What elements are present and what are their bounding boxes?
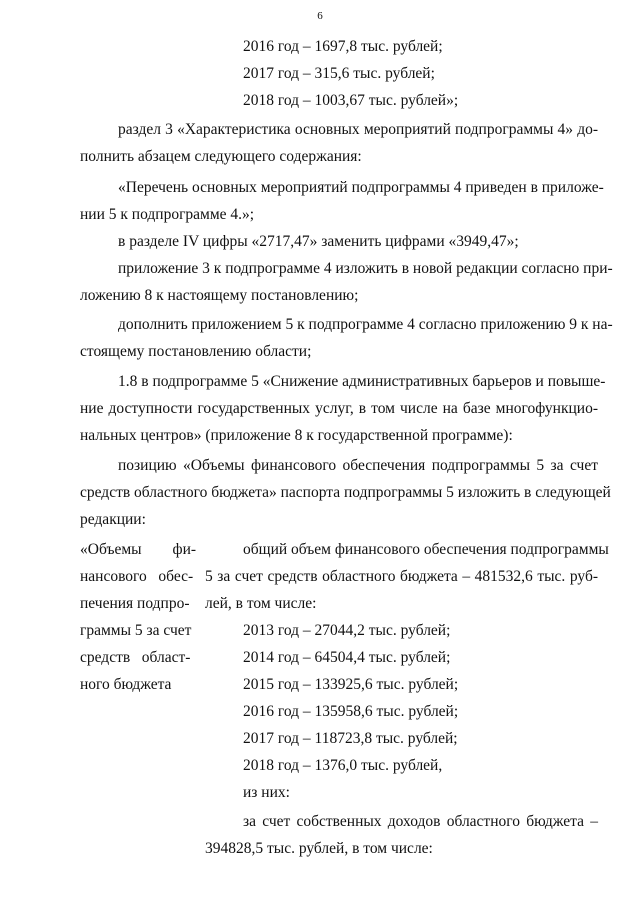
- paragraph-line: ложению 8 к настоящему постановлению;: [80, 287, 359, 304]
- table-right-cell-line: 5 за счет средств областного бюджета – 481532,6 тыс. руб-: [205, 568, 598, 585]
- text-line-2018: 2018 год – 1003,67 тыс. рублей»;: [243, 92, 459, 109]
- table-right-cell-line: общий объем финансового обеспечения подпрограммы: [243, 541, 609, 558]
- table-left-cell-line: нансового обес-: [80, 568, 194, 585]
- paragraph-line: стоящему постановлению области;: [80, 343, 312, 360]
- page-number: 6: [317, 10, 323, 22]
- text-line-2017: 2017 год – 315,6 тыс. рублей;: [243, 65, 435, 82]
- paragraph-line: полнить абзацем следующего содержания:: [80, 148, 362, 165]
- table-right-cell-line: 394828,5 тыс. рублей, в том числе:: [205, 840, 433, 857]
- table-right-cell-line: 2013 год – 27044,2 тыс. рублей;: [243, 622, 451, 639]
- table-left-cell-line: «Объемы фи-: [80, 541, 197, 558]
- paragraph-line: позицию «Объемы финансового обеспечения подпрограммы 5 за счет: [118, 457, 598, 474]
- paragraph-line: в разделе IV цифры «2717,47» заменить цифрами «3949,47»;: [118, 233, 519, 250]
- table-right-cell-line: 2017 год – 118723,8 тыс. рублей;: [243, 730, 458, 747]
- paragraph-line: дополнить приложением 5 к подпрограмме 4 согласно приложению 9 к на-: [118, 316, 613, 333]
- paragraph-line: средств областного бюджета» паспорта подпрограммы 5 изложить в следующей: [80, 484, 611, 501]
- table-right-cell-line: из них:: [243, 784, 290, 801]
- table-left-cell-line: средств област-: [80, 649, 191, 666]
- paragraph-line: «Перечень основных мероприятий подпрограммы 4 приведен в приложе-: [118, 179, 604, 196]
- table-right-cell-line: 2018 год – 1376,0 тыс. рублей,: [243, 757, 443, 774]
- paragraph-line: приложение 3 к подпрограмме 4 изложить в новой редакции согласно при-: [118, 260, 613, 277]
- table-right-cell-line: 2014 год – 64504,4 тыс. рублей;: [243, 649, 451, 666]
- text-line-2016: 2016 год – 1697,8 тыс. рублей;: [243, 38, 443, 55]
- paragraph-line: 1.8 в подпрограмме 5 «Снижение административных барьеров и повыше-: [118, 373, 606, 390]
- table-right-cell-line: 2016 год – 135958,6 тыс. рублей;: [243, 703, 459, 720]
- paragraph-line: ние доступности государственных услуг, в том числе на базе многофункцио-: [80, 400, 598, 417]
- table-right-cell-line: лей, в том числе:: [205, 595, 317, 612]
- table-left-cell-line: граммы 5 за счет: [80, 622, 192, 639]
- paragraph-line: раздел 3 «Характеристика основных мероприятий подпрограммы 4» до-: [118, 121, 598, 138]
- paragraph-line: нии 5 к подпрограмме 4.»;: [80, 206, 255, 223]
- table-left-cell-line: печения подпро-: [80, 595, 190, 612]
- table-left-cell-line: ного бюджета: [80, 676, 172, 693]
- paragraph-line: нальных центров» (приложение 8 к государственной программе):: [80, 427, 513, 444]
- table-right-cell-line: 2015 год – 133925,6 тыс. рублей;: [243, 676, 459, 693]
- paragraph-line: редакции:: [80, 511, 146, 528]
- table-right-cell-line: за счет собственных доходов областного бюджета –: [243, 813, 598, 830]
